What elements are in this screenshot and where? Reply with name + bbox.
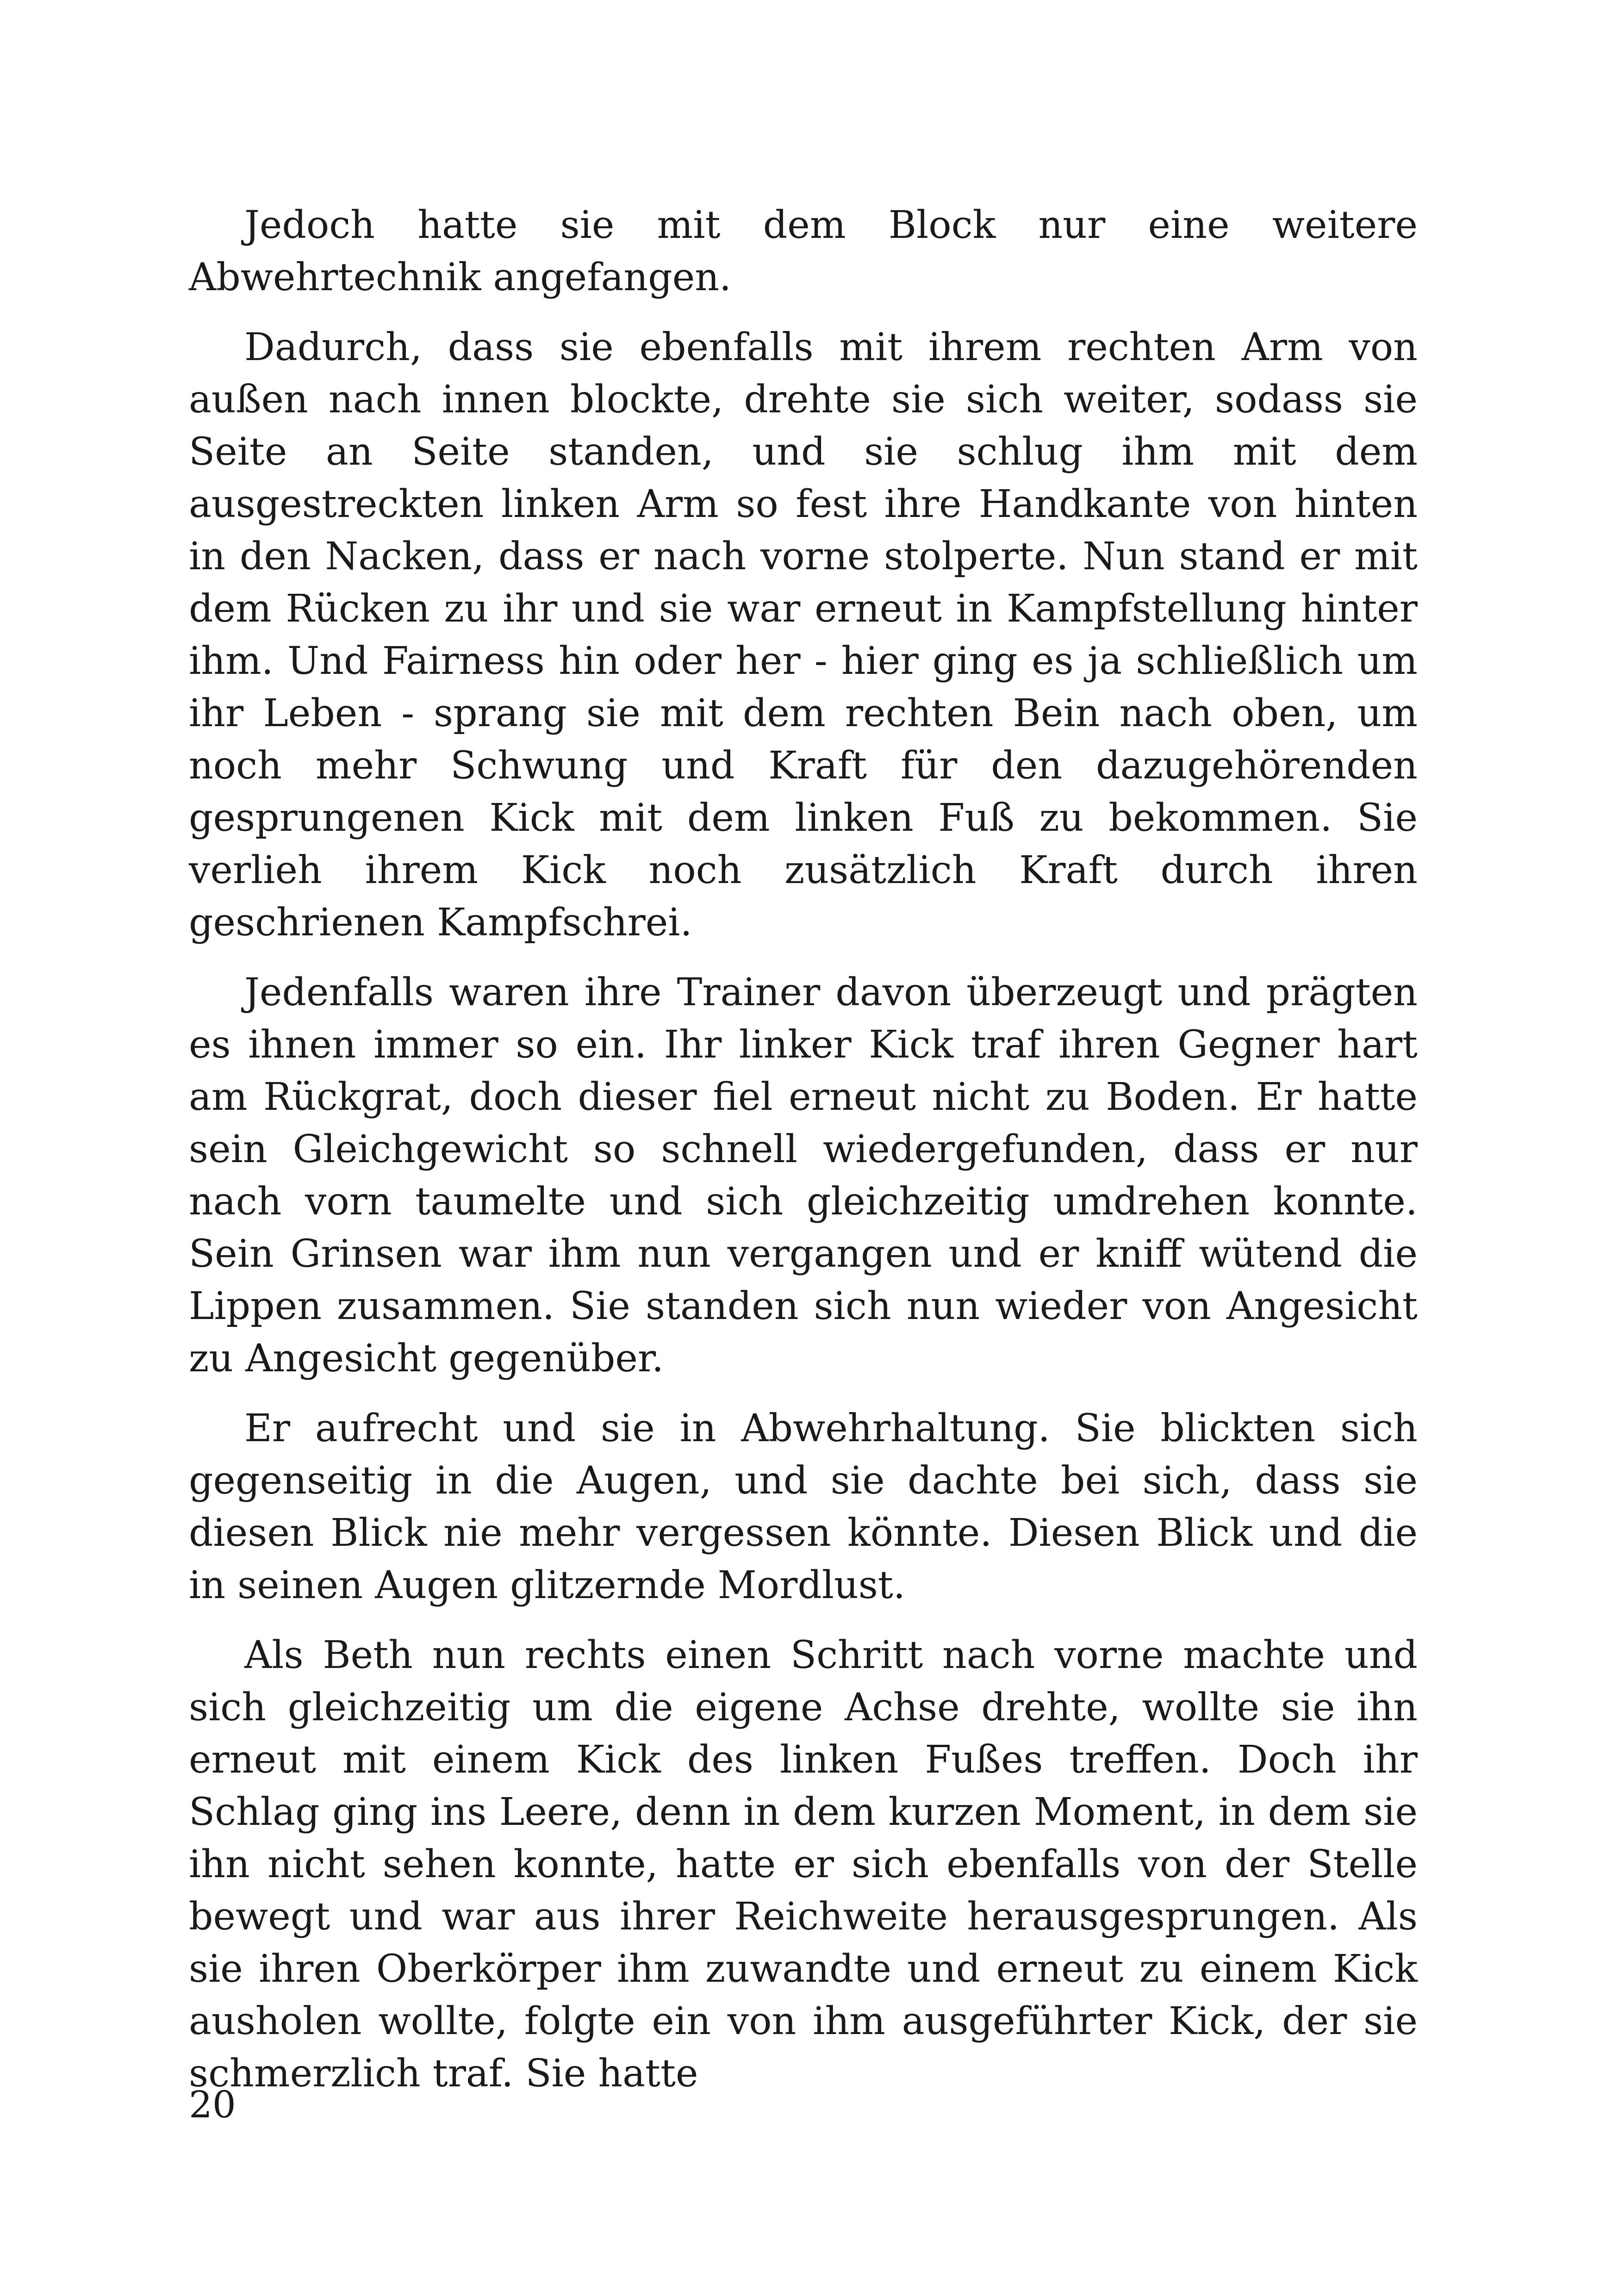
paragraph-4: Er aufrecht und sie in Abwehrhaltung. Sie blickten sich gegenseitig in die Augen, und sie dachte bei sich, dass sie diesen Blick nie mehr vergessen könnte. Diesen Blick und die in seinen Augen glitzernde Mordlust. <box>189 1406 1418 1607</box>
page-number: 20 <box>189 2083 236 2126</box>
body-text <box>189 199 1418 2117</box>
paragraph-5: Als Beth nun rechts einen Schritt nach vorne machte und sich gleichzeitig um die eigene Achse drehte, wollte sie ihn erneut mit einem Kick des linken Fußes treffen. Doch ihr Schlag ging ins Leere, denn in dem kurzen Moment, in dem sie ihn nicht sehen konnte, hatte er sich ebenfalls von der Stelle bewegt und war aus ihrer Reichweite herausgesprungen. Als sie ihren Oberkörper ihm zuwandte und erneut zu einem Kick ausholen wollte, folgte ein von ihm ausgeführter Kick, der sie schmerzlich traf. Sie hatte <box>189 1633 1418 2096</box>
paragraph-3: Jedenfalls waren ihre Trainer davon überzeugt und prägten es ihnen immer so ein. Ihr linker Kick traf ihren Gegner hart am Rückgrat, doch dieser fiel erneut nicht zu Boden. Er hatte sein Gleichgewicht so schnell wiedergefunden, dass er nur nach vorn taumelte und sich gleichzeitig umdrehen konnte. Sein Grinsen war ihm nun vergangen und er kniff wütend die Lippen zusammen. Sie standen sich nun wieder von Angesicht zu Angesicht gegenüber. <box>189 971 1418 1381</box>
paragraph-2: Dadurch, dass sie ebenfalls mit ihrem rechten Arm von außen nach innen blockte, drehte sie sich weiter, sodass sie Seite an Seite standen, und sie schlug ihm mit dem ausgestreckten linken Arm so fest ihre Handkante von hinten in den Nacken, dass er nach vorne stolperte. Nun stand er mit dem Rücken zu ihr und sie war erneut in Kampfstellung hinter ihm. Und Fairness hin oder her - hier ging es ja schließlich um ihr Leben - sprang sie mit dem rechten Bein nach oben, um noch mehr Schwung und Kraft für den dazugehörenden gesprungenen Kick mit dem linken Fuß zu bekommen. Sie verlieh ihrem Kick noch zusätzlich Kraft durch ihren geschrienen Kampfschrei. <box>189 325 1418 945</box>
paragraph-1: Jedoch hatte sie mit dem Block nur eine weitere Abwehrtechnik angefangen. <box>189 203 1418 299</box>
